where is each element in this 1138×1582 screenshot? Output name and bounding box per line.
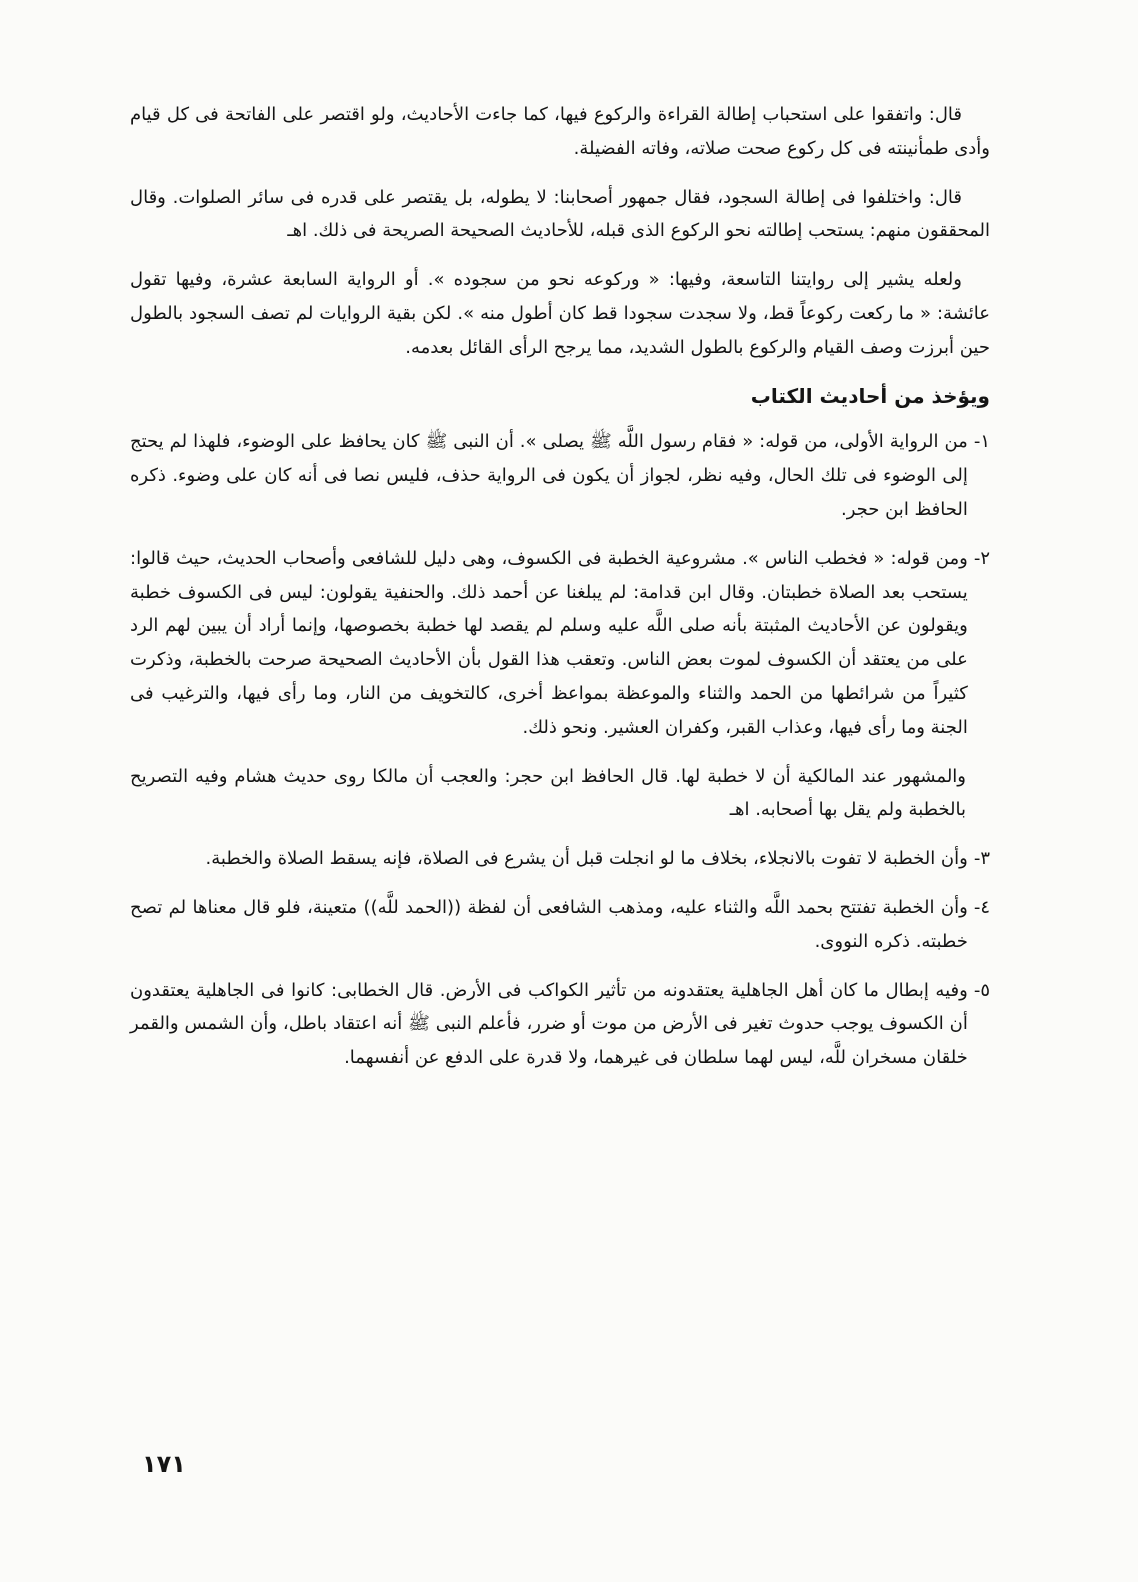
list-item-text: من الرواية الأولى، من قوله: « فقام رسول اللَّه ﷺ يصلى ». أن النبى ﷺ كان يحافظ على الوضوء، فلهذا لم يحتج إلى الوضوء فى تلك الحال، وفيه نظر، لجواز أن يكون فى الرواية حذف، فليس نصا فى أنه كان على وضوء. ذكره الحافظ ابن حجر. (130, 431, 968, 520)
page-body (130, 98, 990, 1090)
list-item-1 (130, 425, 990, 526)
list-item-number: ٢- (973, 547, 990, 569)
list-item-text: وأن الخطبة تفتتح بحمد اللَّه والثناء عليه، ومذهب الشافعى أن لفظة ((الحمد للَّه)) متعينة، فلو قال معناها لم تصح خطبته. ذكره النووى. (130, 896, 968, 952)
list-item-3 (130, 842, 990, 876)
list-item-number: ١- (973, 431, 990, 453)
list-item-4 (130, 891, 990, 959)
list-item-text: وأن الخطبة لا تفوت بالانجلاء، بخلاف ما لو انجلت قبل أن يشرع فى الصلاة، فإنه يسقط الصلاة والخطبة. (205, 848, 968, 870)
section-heading: ويؤخذ من أحاديث الكتاب (750, 383, 990, 408)
list-item-number: ٤- (973, 896, 990, 918)
list-item-text: ومن قوله: « فخطب الناس ». مشروعية الخطبة فى الكسوف، وهى دليل للشافعى وأصحاب الحديث، حيث قالوا: يستحب بعد الصلاة خطبتان. وقال ابن قدامة: لم يبلغنا عن أحمد ذلك. والحنفية يقولون: ليس فى الكسوف خطبة ويقولون عن الأحاديث المثبتة بأنه صلى اللَّه عليه وسلم لم يقصد لها خطبة بخصوصها، وإنما أراد أن يبين لهم الرد على من يعتقد أن الكسوف لموت بعض الناس. وتعقب هذا القول بأن الأحاديث الصحيحة صرحت بالخطبة، وذكرت كثيراً من شرائطها من الحمد والثناء والموعظة بمواعظ أخرى، كالتخويف من النار، وما رأى فيها، والترغيب فى الجنة وما رأى فيها، وعذاب القبر، وكفران العشير. ونحو ذلك. (130, 547, 968, 738)
list-item-text: وفيه إبطال ما كان أهل الجاهلية يعتقدونه من تأثير الكواكب فى الأرض. قال الخطابى: كانوا فى الجاهلية يعتقدون أن الكسوف يوجب حدوث تغير فى الأرض من موت أو ضرر، فأعلم النبى ﷺ أنه اعتقاد باطل، وأن الشمس والقمر خلقان مسخران للَّه، ليس لهما سلطان فى غيرهما، ولا قدرة على الدفع عن أنفسهما. (130, 979, 968, 1069)
list-item-5 (130, 974, 990, 1075)
sub-paragraph: والمشهور عند المالكية أن لا خطبة لها. قال الحافظ ابن حجر: والعجب أن مالكا روى حديث هشام وفيه التصريح بالخطبة ولم يقل بها أصحابه. اهـ (130, 765, 966, 821)
list-item-2 (130, 542, 990, 745)
page-number: ١٧١ (142, 1450, 186, 1478)
paragraph-1: قال: واتفقوا على استحباب إطالة القراءة والركوع فيها، كما جاءت الأحاديث، ولو اقتصر على الفاتحة فى كل قيام وأدى طمأنينته فى كل ركوع صحت صلاته، وفاته الفضيلة. (130, 104, 990, 159)
list-item-number: ٣- (973, 848, 990, 870)
paragraph-3: ولعله يشير إلى روايتنا التاسعة، وفيها: « وركوعه نحو من سجوده ». أو الرواية السابعة عشرة، وفيها تقول عائشة: « ما ركعت ركوعاً قط، ولا سجدت سجودا قط كان أطول منه ». لكن بقية الروايات لم تصف السجود بالطول حين أبرزت وصف القيام والركوع بالطول الشديد، مما يرجح الرأى القائل بعدمه. (130, 269, 990, 358)
list-item-number: ٥- (973, 979, 990, 1001)
paragraph-2: قال: واختلفوا فى إطالة السجود، فقال جمهور أصحابنا: لا يطوله، بل يقتصر على قدره فى سائر الصلوات. وقال المحققون منهم: يستحب إطالته نحو الركوع الذى قبله، للأحاديث الصحيحة الصريحة فى ذلك. اهـ (130, 186, 990, 242)
